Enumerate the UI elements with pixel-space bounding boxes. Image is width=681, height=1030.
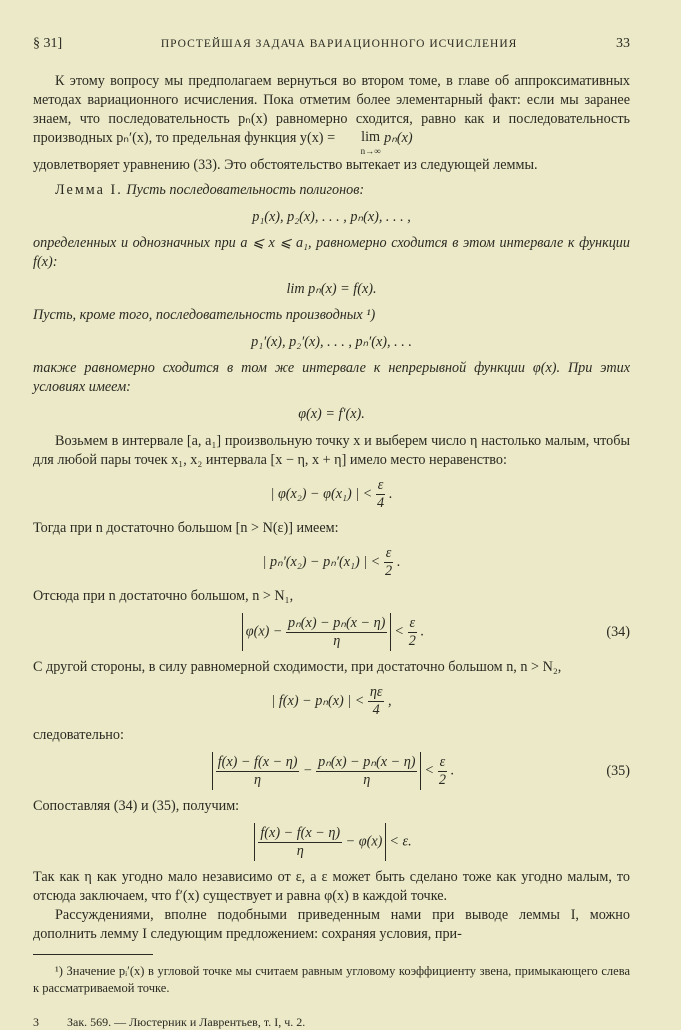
fraction (408, 615, 418, 650)
abs-bar (385, 823, 386, 861)
ineq-left: | f(x) − pₙ(x) | < (271, 692, 368, 709)
equation-number: (35) (606, 763, 630, 779)
equation-35 (33, 752, 630, 790)
printer-note: Зак. 569. — Люстерник и Лаврентьев, т. I, ч. 2. (67, 1015, 306, 1029)
abs-bar (242, 613, 243, 651)
inequality-uniform (33, 684, 630, 719)
lim-function: pₙ(x) (380, 130, 413, 146)
lim-word: lim (361, 129, 381, 145)
less-than: < ε. (389, 833, 412, 850)
printer-footer (33, 1015, 630, 1030)
minus: − (299, 762, 317, 779)
abs-bar (390, 613, 391, 651)
lemma-statement (33, 181, 630, 200)
limit-equation: lim pₙ(x) = f(x). (286, 281, 377, 297)
polygon-sequence: p₁(x), p₂(x), . . . , pₙ(x), . . . , (252, 209, 411, 225)
denominator: 2 (408, 632, 416, 649)
proof-paragraph-4: С другой стороны, в силу равномерной сходимости, при достаточно большом n, n > N₂, (33, 659, 562, 675)
equation-34 (33, 613, 630, 651)
running-title: ПРОСТЕЙШАЯ ЗАДАЧА ВАРИАЦИОННОГО ИСЧИСЛЕНИЯ (160, 38, 518, 50)
derivative-sequence: p₁′(x), p₂′(x), . . . , pₙ′(x), . . . (251, 334, 412, 350)
combined-inequality (33, 823, 630, 861)
page-number: 33 (616, 36, 630, 51)
numerator: ε (377, 477, 384, 493)
lemma-text: Пусть последовательность полигонов: (126, 182, 365, 198)
numerator: f(x) − f(x − η) (217, 753, 298, 770)
fraction (316, 754, 417, 789)
punct: . (393, 553, 401, 570)
numerator: ε (409, 614, 416, 631)
limit-expression (339, 129, 381, 156)
less-than: < (424, 762, 438, 779)
section-number: § 31] (33, 36, 63, 51)
inequality-phi (33, 477, 630, 512)
punct: , (384, 692, 392, 709)
fraction (258, 825, 342, 860)
lemma-label: Лемма I. (55, 182, 123, 198)
denominator: η (363, 771, 371, 788)
footnote: ¹) Значение pᵢ′(x) в угловой точке мы считаем равным угловому коэффициенту звена, примыкающего слева к рассматриваемой точке. (33, 964, 630, 995)
proof-paragraph-2: Тогда при n достаточно большом [n > N(ε)] имеем: (33, 520, 339, 536)
signature-mark: 3 (33, 1015, 39, 1029)
denominator: η (296, 842, 304, 859)
denominator: η (333, 632, 341, 649)
fraction (286, 615, 387, 650)
numerator: f(x) − f(x − η) (260, 824, 341, 841)
proof-paragraph-8: Рассуждениями, вполне подобными приведенным нами при выводе леммы I, можно дополнить лемму I следующим предложением: сохраняя условия, при- (33, 907, 630, 942)
ineq-left: | φ(x₂) − φ(x₁) | < (270, 485, 376, 502)
fraction (438, 754, 448, 789)
fraction (376, 477, 386, 512)
denominator: 4 (372, 702, 380, 718)
derivative-intro: Пусть, кроме того, последовательность производных ¹) (33, 307, 376, 323)
denominator: 2 (438, 771, 446, 788)
numerator: ε (439, 753, 446, 770)
numerator: pₙ(x) − pₙ(x − η) (288, 614, 386, 631)
fraction (216, 754, 300, 789)
lemma-condition: определенных и однозначных при a ⩽ x ⩽ a₁, равномерно сходится в этом интервале к функции f(x): (33, 235, 630, 270)
denominator: 4 (377, 495, 385, 511)
denominator: η (254, 771, 262, 788)
derivative-condition: также равномерно сходится в том же интервале к непрерывной функции φ(x). При этих условиях имеем: (33, 360, 630, 395)
numerator: ηε (369, 684, 383, 700)
less-than: < (394, 623, 408, 640)
fraction (384, 545, 394, 580)
proof-paragraph-1: Возьмем в интервале [a, a₁] произвольную точку x и выберем число η настолько малым, чтобы для любой пары точек x₁, x₂ интервала [x − η, x + η] имело место неравенство: (33, 433, 630, 468)
abs-bar (254, 823, 255, 861)
numerator: pₙ(x) − pₙ(x − η) (318, 753, 416, 770)
lemma-result: φ(x) = f′(x). (298, 406, 365, 422)
numerator: ε (385, 545, 392, 561)
ineq-left: | pₙ′(x₂) − pₙ′(x₁) | < (262, 553, 384, 570)
punct: . (417, 623, 425, 640)
book-page (33, 36, 630, 1030)
denominator: 2 (385, 563, 393, 579)
lim-subscript: n→∞ (360, 146, 381, 156)
eq-mid: − φ(x) (342, 833, 383, 850)
proof-paragraph-5: следовательно: (33, 727, 124, 743)
running-header (33, 36, 630, 58)
fraction (368, 684, 385, 719)
intro-text: К этому вопросу мы предполагаем вернуться во втором томе, в главе об аппроксимативных методах вариационного исчисления. Пока отметим более элементарный факт: если мы заранее знаем, что последовательность pₙ(x) равномерно сходится, равно как и последовательность производных pₙ′(x), то предельная функция y(x) = (33, 73, 630, 146)
intro-paragraph-end: удовлетворяет уравнению (33). Это обстоятельство вытекает из следующей леммы. (33, 157, 538, 173)
inequality-derivative (33, 545, 630, 580)
eq-left: φ(x) − (245, 623, 287, 640)
footnote-rule (33, 954, 153, 955)
punct: . (385, 485, 393, 502)
equation-number: (34) (606, 624, 630, 640)
proof-paragraph-6: Сопоставляя (34) и (35), получим: (33, 798, 240, 814)
proof-paragraph-3: Отсюда при n достаточно большом, n > N₁, (33, 588, 294, 604)
abs-bar (212, 752, 213, 790)
punct: . (447, 762, 455, 779)
intro-paragraph (33, 72, 630, 156)
proof-paragraph-7: Так как η как угодно мало независимо от ε, а ε может быть сделано тоже как угодно малым, то отсюда заключаем, что f′(x) существует и равна φ(x) в каждой точке. (33, 869, 630, 904)
abs-bar (420, 752, 421, 790)
